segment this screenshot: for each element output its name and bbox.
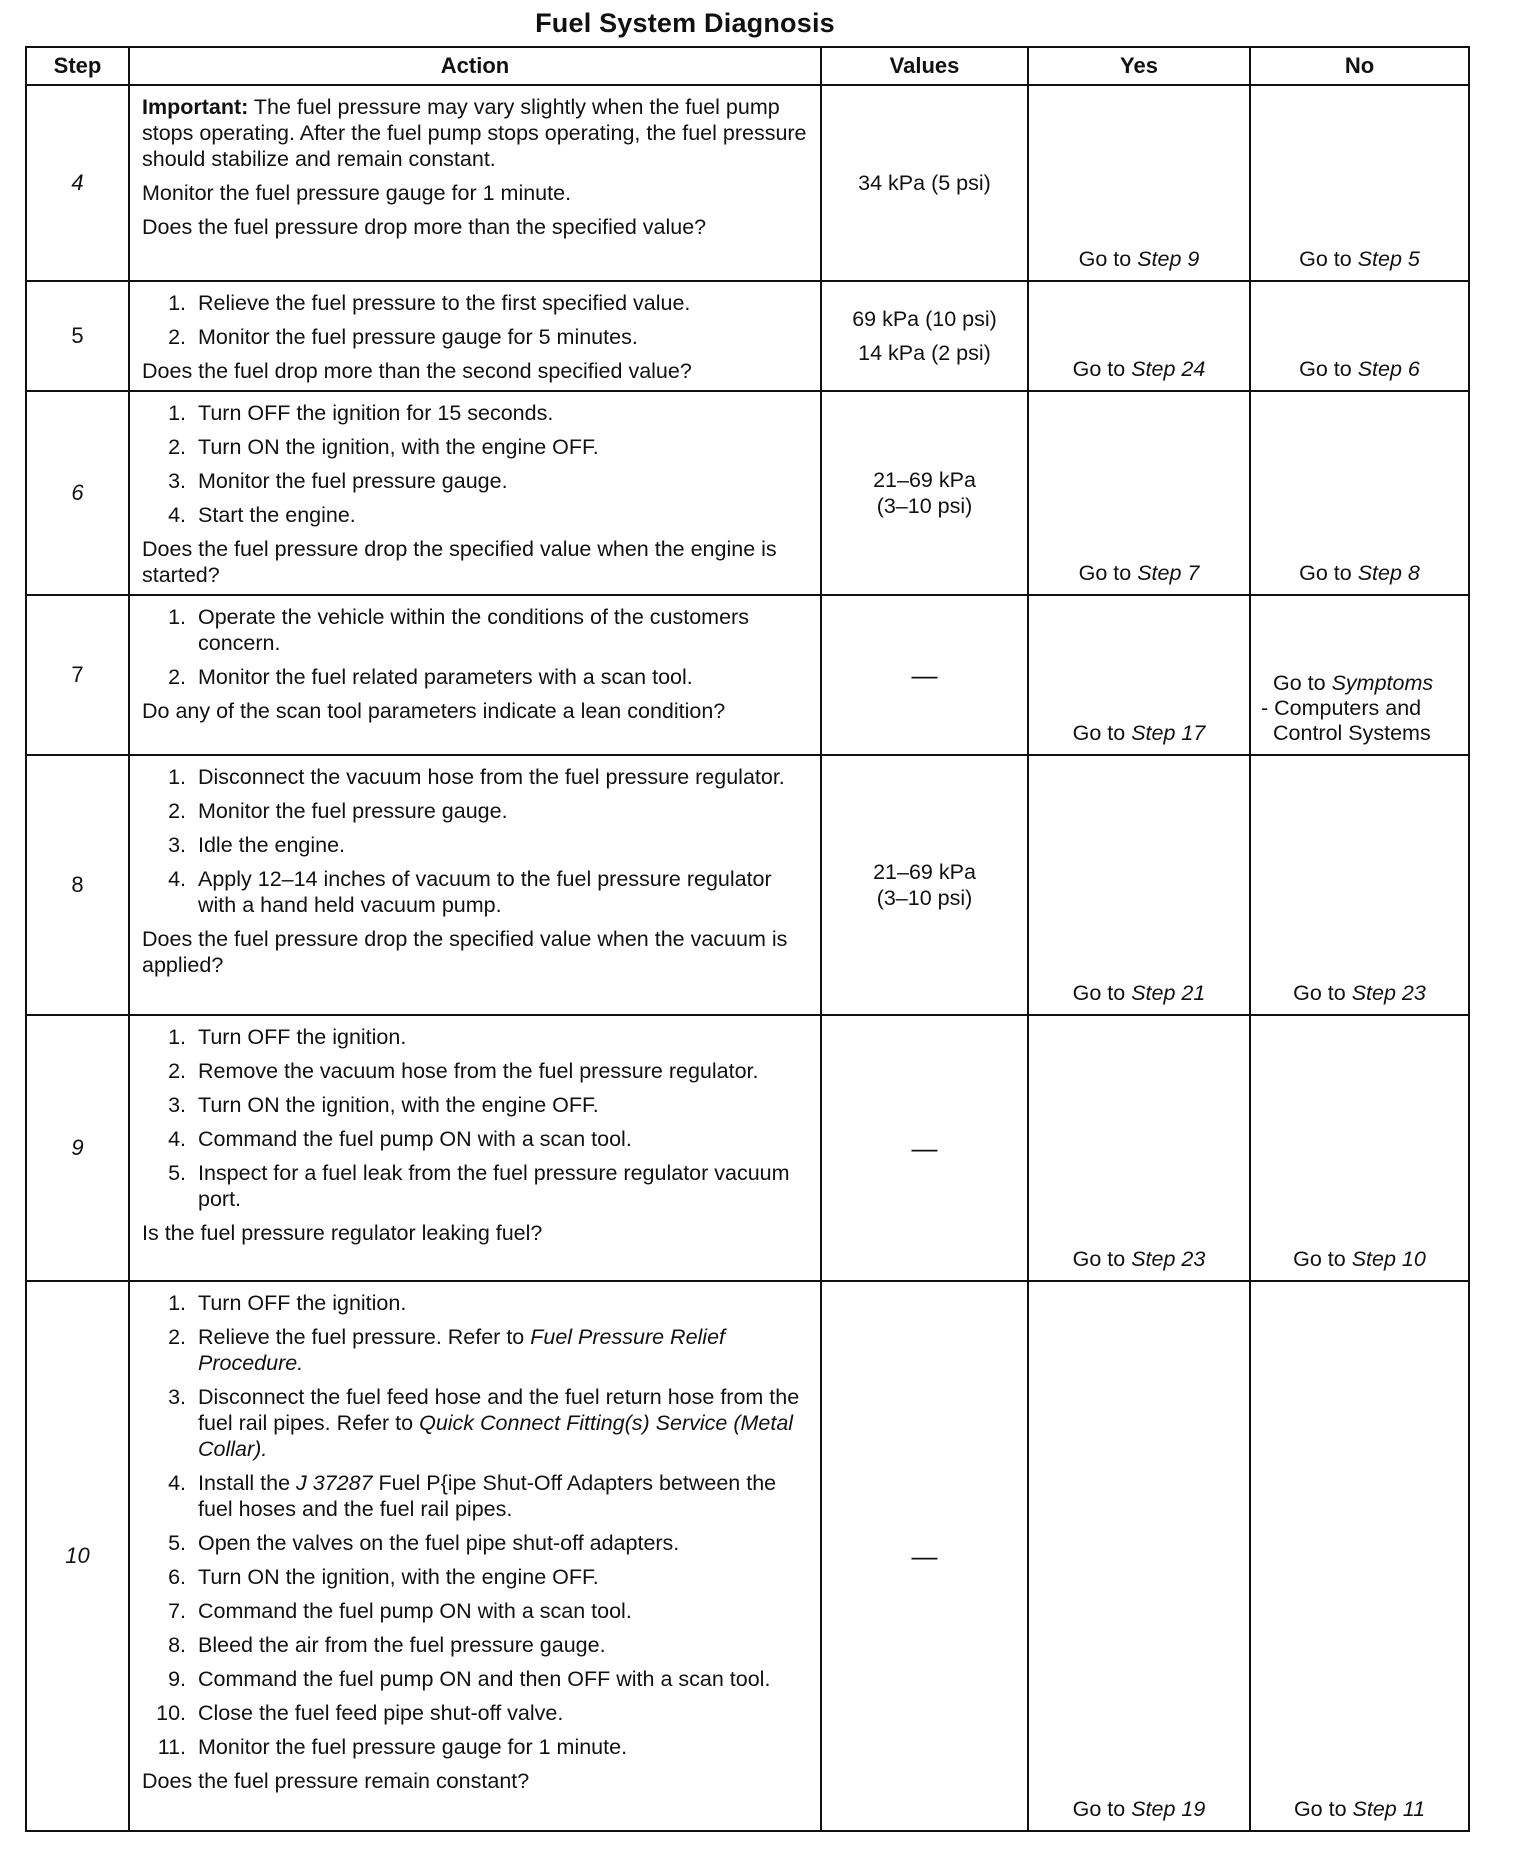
yes-step-link[interactable]: Step 9	[1137, 247, 1200, 271]
list-item: 1. Relieve the fuel pressure to the first specified value.	[168, 291, 691, 315]
no-step-link[interactable]: Step 6	[1357, 357, 1420, 381]
no-cell	[1250, 595, 1469, 755]
action-cell	[129, 281, 821, 391]
question: Does the fuel pressure drop the specified value when the engine is started?	[142, 537, 777, 587]
no-cell: Go to Step 6	[1250, 281, 1469, 391]
yes-cell: Go to Step 23	[1028, 1015, 1250, 1281]
list-item: 1. Turn OFF the ignition for 15 seconds.	[168, 401, 554, 425]
question: Does the fuel pressure remain constant?	[142, 1769, 530, 1793]
question: Is the fuel pressure regulator leaking fuel?	[142, 1221, 543, 1245]
step-number: 9	[26, 1015, 129, 1281]
action-cell	[129, 755, 821, 1015]
value-dash: —	[911, 1133, 938, 1163]
list-item: 2. Remove the vacuum hose from the fuel pressure regulator.	[168, 1059, 759, 1083]
value: 69 kPa (10 psi)	[852, 307, 997, 331]
step-number: 8	[26, 755, 129, 1015]
values-cell	[821, 85, 1028, 281]
table-row	[26, 391, 1469, 595]
table-row	[26, 755, 1469, 1015]
yes-prefix: Go to	[1078, 247, 1138, 271]
no-step-link[interactable]: Step 11	[1352, 1797, 1426, 1821]
action-cell	[129, 1281, 821, 1831]
values-cell	[821, 1015, 1028, 1281]
no-cell	[1250, 85, 1469, 281]
value-dash: —	[911, 1541, 938, 1571]
table-row	[26, 281, 1469, 391]
yes-step-link[interactable]: Step 17	[1131, 721, 1206, 745]
no-cell: Go to Step 10	[1250, 1015, 1469, 1281]
action-list	[142, 764, 812, 918]
important-note	[142, 94, 812, 172]
tool-number: J 37287	[296, 1471, 373, 1495]
step-number: 6	[26, 391, 129, 595]
action-cell	[129, 1015, 821, 1281]
values-cell	[821, 391, 1028, 595]
list-item: 8. Bleed the air from the fuel pressure gauge.	[168, 1633, 606, 1657]
list-item: 4. Apply 12–14 inches of vacuum to the fuel pressure regulator with a hand held vacuum pump.	[168, 867, 772, 917]
no-step-link[interactable]: Step 8	[1357, 561, 1420, 585]
value: 34 kPa (5 psi)	[858, 171, 991, 195]
list-item: 3. Disconnect the fuel feed hose and the fuel return hose from the fuel rail pipes. Refer to Quick Connect Fitting(s) Service (Metal Collar).	[168, 1385, 800, 1461]
header-yes: Yes	[1028, 47, 1250, 85]
list-item: 1. Turn OFF the ignition.	[168, 1025, 407, 1049]
list-item: 1. Turn OFF the ignition.	[168, 1291, 407, 1315]
header-values: Values	[821, 47, 1028, 85]
action-cell	[129, 391, 821, 595]
list-item: 3. Idle the engine.	[168, 833, 346, 857]
table-row	[26, 1281, 1469, 1831]
values-cell	[821, 755, 1028, 1015]
list-item: 2. Monitor the fuel related parameters with a scan tool.	[168, 665, 693, 689]
value: (3–10 psi)	[876, 494, 973, 518]
fuel-pressure-relief-link[interactable]: Fuel Pressure Relief Procedure.	[198, 1325, 726, 1375]
yes-cell	[1028, 85, 1250, 281]
table-row	[26, 85, 1469, 281]
no-cell: Go to Step 8	[1250, 391, 1469, 595]
list-item: 1. Disconnect the vacuum hose from the fuel pressure regulator.	[168, 765, 785, 789]
action-cell	[129, 595, 821, 755]
header-no: No	[1250, 47, 1469, 85]
value: (3–10 psi)	[876, 886, 973, 910]
value: 21–69 kPa	[873, 468, 976, 492]
no-step-link[interactable]: Step 23	[1351, 981, 1426, 1005]
value: 14 kPa (2 psi)	[858, 341, 991, 365]
no-line-3: Control Systems	[1273, 721, 1431, 745]
list-item: 2. Monitor the fuel pressure gauge for 5 minutes.	[168, 325, 638, 349]
no-line-2: - Computers and	[1261, 696, 1422, 720]
yes-cell: Go to Step 24	[1028, 281, 1250, 391]
yes-step-link[interactable]: Step 23	[1131, 1247, 1206, 1271]
step-number: 7	[26, 595, 129, 755]
list-item: 5. Inspect for a fuel leak from the fuel pressure regulator vacuum port.	[168, 1161, 790, 1211]
step-number: 4	[26, 85, 129, 281]
header-action: Action	[129, 47, 821, 85]
list-item: 2. Monitor the fuel pressure gauge.	[168, 799, 508, 823]
values-cell	[821, 281, 1028, 391]
yes-step-link[interactable]: Step 19	[1131, 1797, 1206, 1821]
important-label: Important:	[142, 95, 249, 119]
no-symptoms-link[interactable]: Symptoms	[1331, 671, 1434, 695]
question: Do any of the scan tool parameters indicate a lean condition?	[142, 699, 726, 723]
no-line-1: Go to Symptoms	[1273, 671, 1434, 695]
yes-step-link[interactable]: Step 7	[1137, 561, 1200, 585]
question: Does the fuel drop more than the second specified value?	[142, 359, 692, 383]
step-number: 5	[26, 281, 129, 391]
quick-connect-fitting-link[interactable]: Quick Connect Fitting(s) Service (Metal Collar).	[198, 1411, 794, 1461]
list-item: 11. Monitor the fuel pressure gauge for 1 minute.	[157, 1735, 628, 1759]
values-cell	[821, 1281, 1028, 1831]
list-item: 5. Open the valves on the fuel pipe shut-off adapters.	[168, 1531, 680, 1555]
no-cell: Go to Step 11	[1250, 1281, 1469, 1831]
action-list	[142, 290, 812, 350]
list-item: 4. Command the fuel pump ON with a scan tool.	[168, 1127, 632, 1151]
table-row	[26, 1015, 1469, 1281]
yes-cell: Go to Step 21	[1028, 755, 1250, 1015]
no-step-link[interactable]: Step 5	[1357, 247, 1420, 271]
action-list	[142, 1290, 812, 1760]
list-item: 6. Turn ON the ignition, with the engine OFF.	[168, 1565, 599, 1589]
list-item: 2. Relieve the fuel pressure. Refer to Fuel Pressure Relief Procedure.	[168, 1325, 726, 1375]
list-item: 2. Turn ON the ignition, with the engine OFF.	[168, 435, 599, 459]
list-item: 9. Command the fuel pump ON and then OFF with a scan tool.	[168, 1667, 771, 1691]
header-row	[26, 47, 1469, 85]
step-number: 10	[26, 1281, 129, 1831]
question: Does the fuel pressure drop more than the specified value?	[142, 215, 707, 239]
question: Does the fuel pressure drop the specified value when the vacuum is applied?	[142, 927, 788, 977]
no-prefix: Go to	[1299, 247, 1358, 271]
list-item: 3. Monitor the fuel pressure gauge.	[168, 469, 508, 493]
page-title: Fuel System Diagnosis	[535, 8, 835, 38]
yes-step-link[interactable]: Step 21	[1131, 981, 1206, 1005]
list-item: 3. Turn ON the ignition, with the engine OFF.	[168, 1093, 599, 1117]
important-text: The fuel pressure may vary slightly when the fuel pump stops operating. After the fuel pump stops operating, the fuel pressure should stabilize and remain constant.	[142, 95, 807, 171]
yes-cell: Go to Step 19	[1028, 1281, 1250, 1831]
no-step-link[interactable]: Step 10	[1351, 1247, 1426, 1271]
table-row	[26, 595, 1469, 755]
action-text: Monitor the fuel pressure gauge for 1 minute.	[142, 181, 572, 205]
list-item: 10. Close the fuel feed pipe shut-off valve.	[156, 1701, 564, 1725]
list-item: 7. Command the fuel pump ON with a scan tool.	[168, 1599, 632, 1623]
yes-cell: Go to Step 17	[1028, 595, 1250, 755]
list-item: 4. Install the J 37287 Fuel P{ipe Shut-Off Adapters between the fuel hoses and the fuel rail pipes.	[168, 1471, 777, 1521]
action-list	[142, 1024, 812, 1212]
yes-cell: Go to Step 7	[1028, 391, 1250, 595]
header-step: Step	[26, 47, 129, 85]
action-list	[142, 400, 812, 528]
list-item: 4. Start the engine.	[168, 503, 356, 527]
action-cell	[129, 85, 821, 281]
diagnosis-table	[25, 46, 1470, 1832]
value: 21–69 kPa	[873, 860, 976, 884]
list-item: 1. Operate the vehicle within the conditions of the customers concern.	[168, 605, 749, 655]
no-cell: Go to Step 23	[1250, 755, 1469, 1015]
action-list	[142, 604, 812, 690]
value-dash: —	[911, 660, 938, 690]
values-cell	[821, 595, 1028, 755]
yes-step-link[interactable]: Step 24	[1131, 357, 1206, 381]
